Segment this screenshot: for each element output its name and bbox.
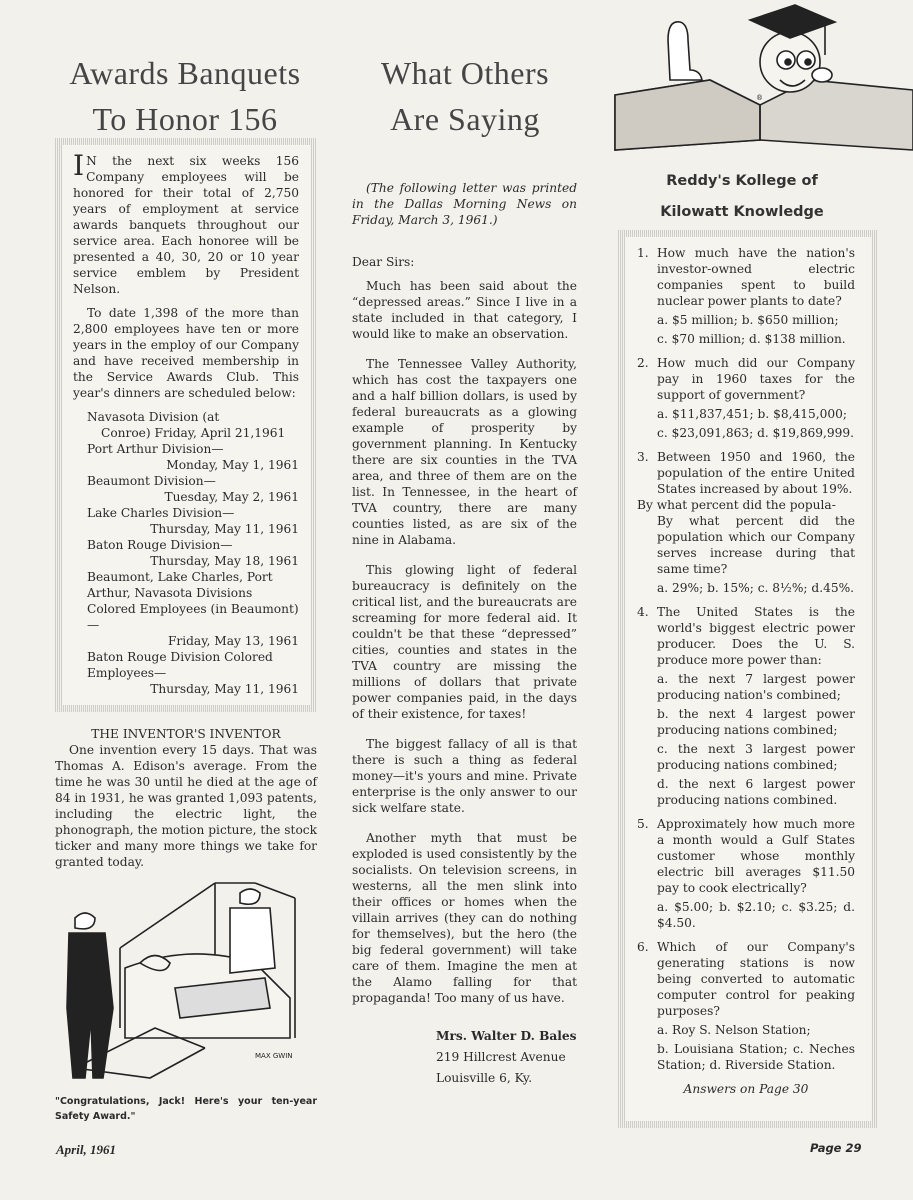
others-title-line1: What Others (380, 55, 550, 91)
footer-date: April, 1961 (56, 1142, 116, 1157)
awards-title (40, 50, 330, 142)
awards-title-line1: Awards Banquets (69, 55, 301, 91)
question-text: Between 1950 and 1960, the population of the entire United States increased by about 19%. (657, 450, 855, 496)
question-text: How much did our Company pay in 1960 taxes for the support of government? (657, 356, 855, 402)
awards-para1 (73, 149, 299, 297)
schedule-place: Beaumont, Lake Charles, Port Arthur, Navasota Divisions Colored Employees (in Beaumont)— (87, 570, 299, 632)
question-options: a. $5 million; b. $650 million; (657, 313, 839, 327)
question-text: How much have the nation's investor-owned electric companies spent to build nuclear power plants to date? (657, 246, 855, 308)
reddy-kilowatt-illustration (610, 0, 913, 152)
question-text: Approximately how much more a month would a Gulf States customer whose monthly electric bill averages $11.50 pay to cook electrically? (657, 817, 855, 895)
question-stem (637, 816, 855, 896)
reddy-title-line2: Kilowatt Knowledge (660, 204, 824, 220)
letter-paragraph: Much has been said about the “depressed areas.” Since I live in a state included in that category, I would like to make an observation. (352, 279, 577, 341)
others-title-line2: Are Saying (390, 101, 540, 137)
letter-intro: (The following letter was printed in the Dallas Morning News on Friday, March 3, 1961.) (352, 181, 577, 227)
schedule-date: Tuesday, May 2, 1961 (164, 490, 299, 504)
cartoon-illustration (55, 878, 317, 1088)
answers-note: Answers on Page 30 (683, 1082, 809, 1096)
letter-salutation: Dear Sirs: (352, 255, 415, 269)
letter-body (352, 278, 577, 1006)
question-options: b. the next 4 largest power producing nations combined; (657, 707, 855, 737)
reddy-title (612, 166, 872, 228)
question-number: 1. (637, 246, 649, 260)
registered-mark: ® (756, 94, 763, 102)
question-stem (637, 355, 855, 403)
question-text-continued: By what percent did the population which our Company serves increase during that same time? (657, 514, 855, 576)
question-options: a. 29%; b. 15%; c. 8½%; d.45%. (657, 581, 855, 595)
banquet-schedule (73, 409, 299, 697)
question-stem (637, 449, 855, 497)
awards-box (55, 138, 317, 712)
quiz-question (637, 939, 855, 1073)
signer-name: Mrs. Walter D. Bales (436, 1029, 577, 1043)
question-options: c. $23,091,863; d. $19,869,999. (657, 426, 855, 440)
schedule-date: Thursday, May 11, 1961 (150, 682, 299, 696)
question-text: The United States is the world's biggest electric power producer. Does the U. S. produce more power than: (657, 605, 855, 667)
question-options: a. $11,837,451; b. $8,415,000; (657, 407, 847, 421)
question-options: a. the next 7 largest power producing nation's combined; (657, 672, 855, 702)
schedule-place: Baton Rouge Division Colored Employees— (87, 650, 273, 680)
schedule-date: Monday, May 1, 1961 (166, 458, 299, 472)
question-options: c. the next 3 largest power producing nations combined; (657, 742, 855, 772)
cartoon-caption: "Congratulations, Jack! Here's your ten-year Safety Award." (55, 1096, 317, 1122)
schedule-date: Thursday, May 18, 1961 (150, 554, 299, 568)
quiz-question (637, 449, 855, 596)
question-number: 3. (637, 450, 649, 464)
question-options: d. the next 6 largest power producing nations combined. (657, 777, 855, 807)
question-text: Which of our Company's generating stations is now being converted to automatic computer control for peaking purposes? (657, 940, 855, 1018)
question-options: c. $70 million; d. $138 million. (657, 332, 846, 346)
question-options: a. Roy S. Nelson Station; (657, 1023, 811, 1037)
drop-cap: I (73, 149, 85, 182)
inventor-text: One invention every 15 days. That was Thomas A. Edison's average. From the time he was 30 until he died at the age of 84 in 1931, he was granted 1,093 patents, including the electric light, the phonograph, the motion picture, the stock ticker and many more things we take for granted today. (55, 743, 317, 869)
letter-paragraph: Another myth that must be exploded is used consistently by the socialists. On television screens, in westerns, all the men slink into their offices or homes when the villain arrives (they can do nothing for themselves), but the hero (the big federal government) will take care of them. Imagine the men at the Alamo falling for that propaganda! Too many of us have. (352, 831, 577, 1005)
question-number: 6. (637, 940, 649, 954)
page-number: Page 29 (810, 1141, 862, 1155)
others-title (335, 50, 595, 142)
schedule-date: Conroe) Friday, April 21,1961 (101, 426, 286, 440)
awards-para1-text: N the next six weeks 156 Company employees will be honored for their total of 2,750 years of employment at service awards banquets throughout our service area. Each honoree will be presented a 40, 30, 20 or 10 year service emblem by President Nelson. (73, 154, 299, 296)
quiz-question (637, 816, 855, 931)
letter (352, 180, 577, 1089)
quiz-question (637, 355, 855, 441)
awards-para2: To date 1,398 of the more than 2,800 employees have ten or more years in the employ of our Company and have received membership in the Service Awards Club. This year's dinners are scheduled below: (73, 306, 299, 400)
schedule-place: Beaumont Division— (87, 474, 216, 488)
awards-title-line2: To Honor 156 (92, 101, 278, 137)
quiz-question (637, 604, 855, 808)
quiz-question (637, 245, 855, 347)
schedule-date: Thursday, May 11, 1961 (150, 522, 299, 536)
question-number: 5. (637, 817, 649, 831)
letter-signature (352, 1026, 577, 1089)
inventor-article (55, 726, 317, 870)
signer-address2: Louisville 6, Ky. (436, 1071, 533, 1085)
signer-address1: 219 Hillcrest Avenue (436, 1050, 566, 1064)
letter-paragraph: The Tennessee Valley Authority, which has cost the taxpayers one and a half billion dollars, is used by federal bureaucrats as a glowing example of prosperity by government planning. In Kentucky there are six counties in the TVA area, and three of them are on the list. In Tennessee, in the heart of TVA country, there are many counties listed, as are six of the nine in Alabama. (352, 357, 577, 547)
question-stem (637, 245, 855, 309)
question-stem (637, 604, 855, 668)
letter-paragraph: The biggest fallacy of all is that there is such a thing as federal money—it's yours and mine. Private enterprise is the only answer to our sick welfare state. (352, 737, 577, 815)
schedule-place: Baton Rouge Division— (87, 538, 233, 552)
schedule-date: Friday, May 13, 1961 (167, 634, 299, 648)
question-options: b. Louisiana Station; c. Neches Station; d. Riverside Station. (657, 1042, 855, 1072)
schedule-place: Port Arthur Division— (87, 442, 224, 456)
cartoonist-signature: MAX GWIN (255, 1052, 293, 1060)
reddy-title-line1: Reddy's Kollege of (666, 173, 818, 189)
question-options: a. $5.00; b. $2.10; c. $3.25; d. $4.50. (657, 900, 855, 930)
question-number: 4. (637, 605, 649, 619)
letter-paragraph: This glowing light of federal bureaucracy is definitely on the critical list, and the bureaucrats are screaming for more federal aid. It couldn't be that these “depressed” cities, counties and states in the TVA country are missing the millions of dollars that private power companies paid, in the days of their existence, for taxes! (352, 563, 577, 721)
schedule-place: Navasota Division (at (87, 410, 220, 424)
quiz-box (618, 230, 878, 1128)
schedule-place: Lake Charles Division— (87, 506, 235, 520)
quiz-questions (637, 245, 855, 1073)
question-stem (637, 939, 855, 1019)
question-number: 2. (637, 356, 649, 370)
question-extra-line: By what percent did the popula- (637, 498, 836, 512)
inventor-heading: THE INVENTOR'S INVENTOR (91, 727, 281, 741)
